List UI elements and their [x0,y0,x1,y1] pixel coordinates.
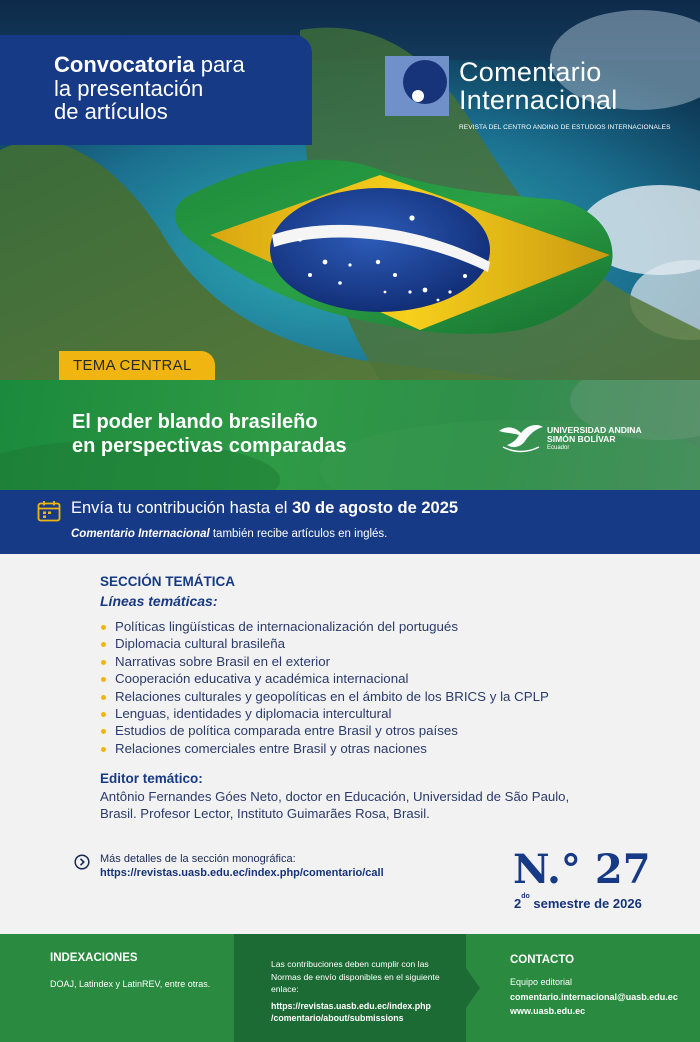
list-item: Diplomacia cultural brasileña [100,635,549,652]
submissions-link[interactable]: https://revistas.uasb.edu.ec/index.php /comentario/about/submissions [271,1001,431,1023]
university-logo: UNIVERSIDAD ANDINA SIMÓN BOLÍVAR Ecuador [497,417,657,457]
journal-logo-icon [385,56,449,116]
section-title: SECCIÓN TEMÁTICA [100,574,235,589]
call-heading-line1: Convocatoria para [54,52,245,77]
hero-image [0,0,700,380]
list-item: Políticas lingüísticas de internacionalización del portugués [100,618,549,635]
submissions-text: Las contribuciones deben cumplir con las Normas de envío disponibles en el siguiente enlace: [271,959,440,994]
deadline-banner [0,490,700,554]
deadline-date: 30 de agosto de 2025 [292,499,459,517]
issue-semester: $2^{do}$ semestre de 2026 [514,892,642,911]
list-item: Lenguas, identidades y diplomacia intercultural [100,705,549,722]
editor-heading: Editor temático: [100,771,203,786]
journal-logo [385,56,685,136]
journal-subtitle: REVISTA DEL CENTRO ANDINO DE ESTUDIOS INTERNACIONALES [459,124,671,131]
condor-icon [497,417,545,457]
call-heading-line3: de artículos [54,99,168,124]
contact-heading: CONTACTO [510,954,575,966]
more-details-label: Más detalles de la sección monográfica: [100,853,296,865]
journal-title: Comentario Internacional [459,57,618,115]
call-heading-line2: la presentación [54,76,204,101]
english-note: Comentario Internacional también recibe artículos en inglés. [71,528,388,540]
list-item: Cooperación educativa y académica internacional [100,670,549,687]
chevron-right-circle-icon [74,854,90,870]
contact-email[interactable]: comentario.internacional@uasb.edu.ec [510,992,678,1002]
central-theme-tab: TEMA CENTRAL [59,351,215,380]
list-item: Relaciones comerciales entre Brasil y otras naciones [100,740,549,757]
deadline-text: Envía tu contribución hasta el 30 de agosto de 2025 [71,499,459,517]
footer [0,934,700,1042]
footer-arrow [466,968,480,1008]
call-link[interactable]: https://revistas.uasb.edu.ec/index.php/comentario/call [100,867,384,879]
contact-website[interactable]: www.uasb.edu.ec [510,1006,586,1016]
contact-team: Equipo editorial [510,977,573,987]
central-theme-title: El poder blando brasileño en perspectivas comparadas [72,411,347,457]
calendar-icon [37,500,61,522]
call-for-papers-box [0,35,312,145]
list-item: Relaciones culturales y geopolíticas en el ámbito de los BRICS y la CPLP [100,688,549,705]
editor-text: Antônio Fernandes Góes Neto, doctor en Educación, Universidad de São Paulo, Brasil. Profesor Lector, Instituto Guimarães Rosa, Brasil. [100,789,570,822]
thematic-lines-list [100,618,549,757]
section-subtitle: Líneas temáticas: [100,593,218,609]
issue-number: N.° 27 [513,846,651,893]
list-item: Narrativas sobre Brasil en el exterior [100,653,549,670]
indexing-text: DOAJ, Latindex y LatinREV, entre otras. [50,979,211,989]
list-item: Estudios de política comparada entre Brasil y otros países [100,722,549,739]
indexing-heading: INDEXACIONES [50,952,138,964]
